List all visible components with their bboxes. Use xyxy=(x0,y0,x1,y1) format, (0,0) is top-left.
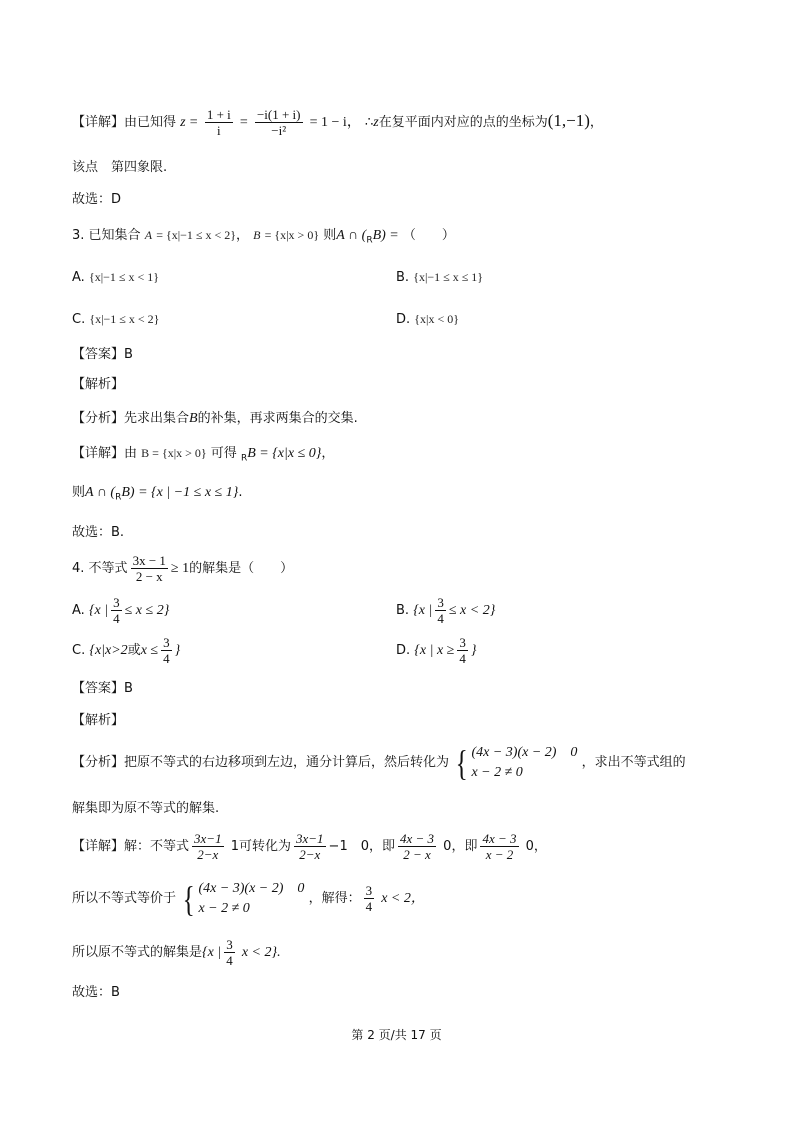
q2-line2: 该点 第四象限. xyxy=(72,160,168,175)
q4-option-a: A. {x | $\frac{3}{4}$ ≤ x ≤ 2} xyxy=(72,595,170,626)
q3-option-a: A. {x|−1 ≤ x < 1} xyxy=(72,270,159,285)
q3-then: 则A ∩ $(_RB) = \{x$ | −1 ≤ x ≤ 1}. xyxy=(72,485,243,503)
q2-detail-line: 【详解】由已知得 z = $\frac{1 + i}{i}$ = $\frac{-i(1 + i)}{\text{−i²}}$ = 1 − i， ∴z在复平面内对应的点的坐标为(1,−1)， xyxy=(72,107,603,138)
q4-solution: 所以原不等式的解集是{x | $\frac{3}{4}$ x < 2}. xyxy=(72,937,281,968)
q3-option-d: D. {x|x < 0} xyxy=(396,312,459,327)
q3-option-b: B. {x|−1 ≤ x ≤ 1} xyxy=(396,270,484,285)
fraction: $\frac{-i(1 + i)}{\text{−i²}}$ xyxy=(256,107,301,138)
q3-stem: 3. 已知集合 A = {x|−1 ≤ x < 2}， B = {x|x > 0} 则A ∩ $(_RB)$ = （ ） xyxy=(72,228,455,246)
q3-detail: 【详解】由 B = {x|x > 0} 可得 $_R$B = {x|x ≤ 0}， xyxy=(72,446,335,464)
q4-option-b: B. {x | $\frac{3}{4}$ ≤ x < 2} xyxy=(396,595,496,626)
detail-label: 【详解】 xyxy=(72,115,125,130)
q4-detail: 【详解】解：不等式 $\frac{3x-1}{2-x}$ 1可转化为 $\frac{3x-1}{2-x}$ −1 0，即 $\frac{4x - 3}{2 - x}$ 0，即 $\frac{4x - 3}{x - 2}$ 0， xyxy=(72,831,547,862)
q3-analysis-label: 【解析】 xyxy=(72,377,125,392)
q4-option-d: D. {x | x ≥ $\frac{3}{4}$ } xyxy=(396,635,477,666)
q4-analysis-label: 【解析】 xyxy=(72,713,125,728)
q4-answer: 【答案】B xyxy=(72,681,133,696)
q3-answer: 【答案】B xyxy=(72,347,133,362)
q3-final: 故选：B. xyxy=(72,525,125,540)
fraction: $\frac{3x - 1}{2 - x}$ xyxy=(132,553,166,584)
inequality-system: { (4x − 3)(x − 2) 0 x − 2 ≠ 0 xyxy=(455,742,578,783)
q4-final: 故选：B xyxy=(72,985,120,1000)
q4-stem: 4. 不等式 $\frac{3x - 1}{2 - x}$ ≥ 1的解集是（ ） xyxy=(72,553,294,584)
q3-option-c: C. {x|−1 ≤ x < 2} xyxy=(72,312,160,327)
page-footer: 第 2 页/共 17 页 xyxy=(351,1028,442,1042)
q4-analysis: 【分析】把原不等式的右边移项到左边，通分计算后，然后转化为 { (4x − 3)(x − 2) 0 x − 2 ≠ 0 ，求出不等式组的 xyxy=(72,742,686,783)
q4-analysis-line2: 解集即为原不等式的解集. xyxy=(72,801,220,816)
q2-answer: 故选：D xyxy=(72,192,122,207)
q4-equiv: 所以不等式等价于 { (4x − 3)(x − 2) 0 x − 2 ≠ 0 ，解得： $\frac{3}{4}$ x < 2， xyxy=(72,878,425,919)
fraction: $\frac{1 + i}{i}$ xyxy=(206,107,231,138)
inequality-system: { (4x − 3)(x − 2) 0 x − 2 ≠ 0 xyxy=(182,878,305,919)
q4-option-c: C. {x|x>2或x ≤ $\frac{3}{4}$ } xyxy=(72,635,181,666)
q3-analysis: 【分析】先求出集合B的补集，再求两集合的交集. xyxy=(72,411,358,426)
